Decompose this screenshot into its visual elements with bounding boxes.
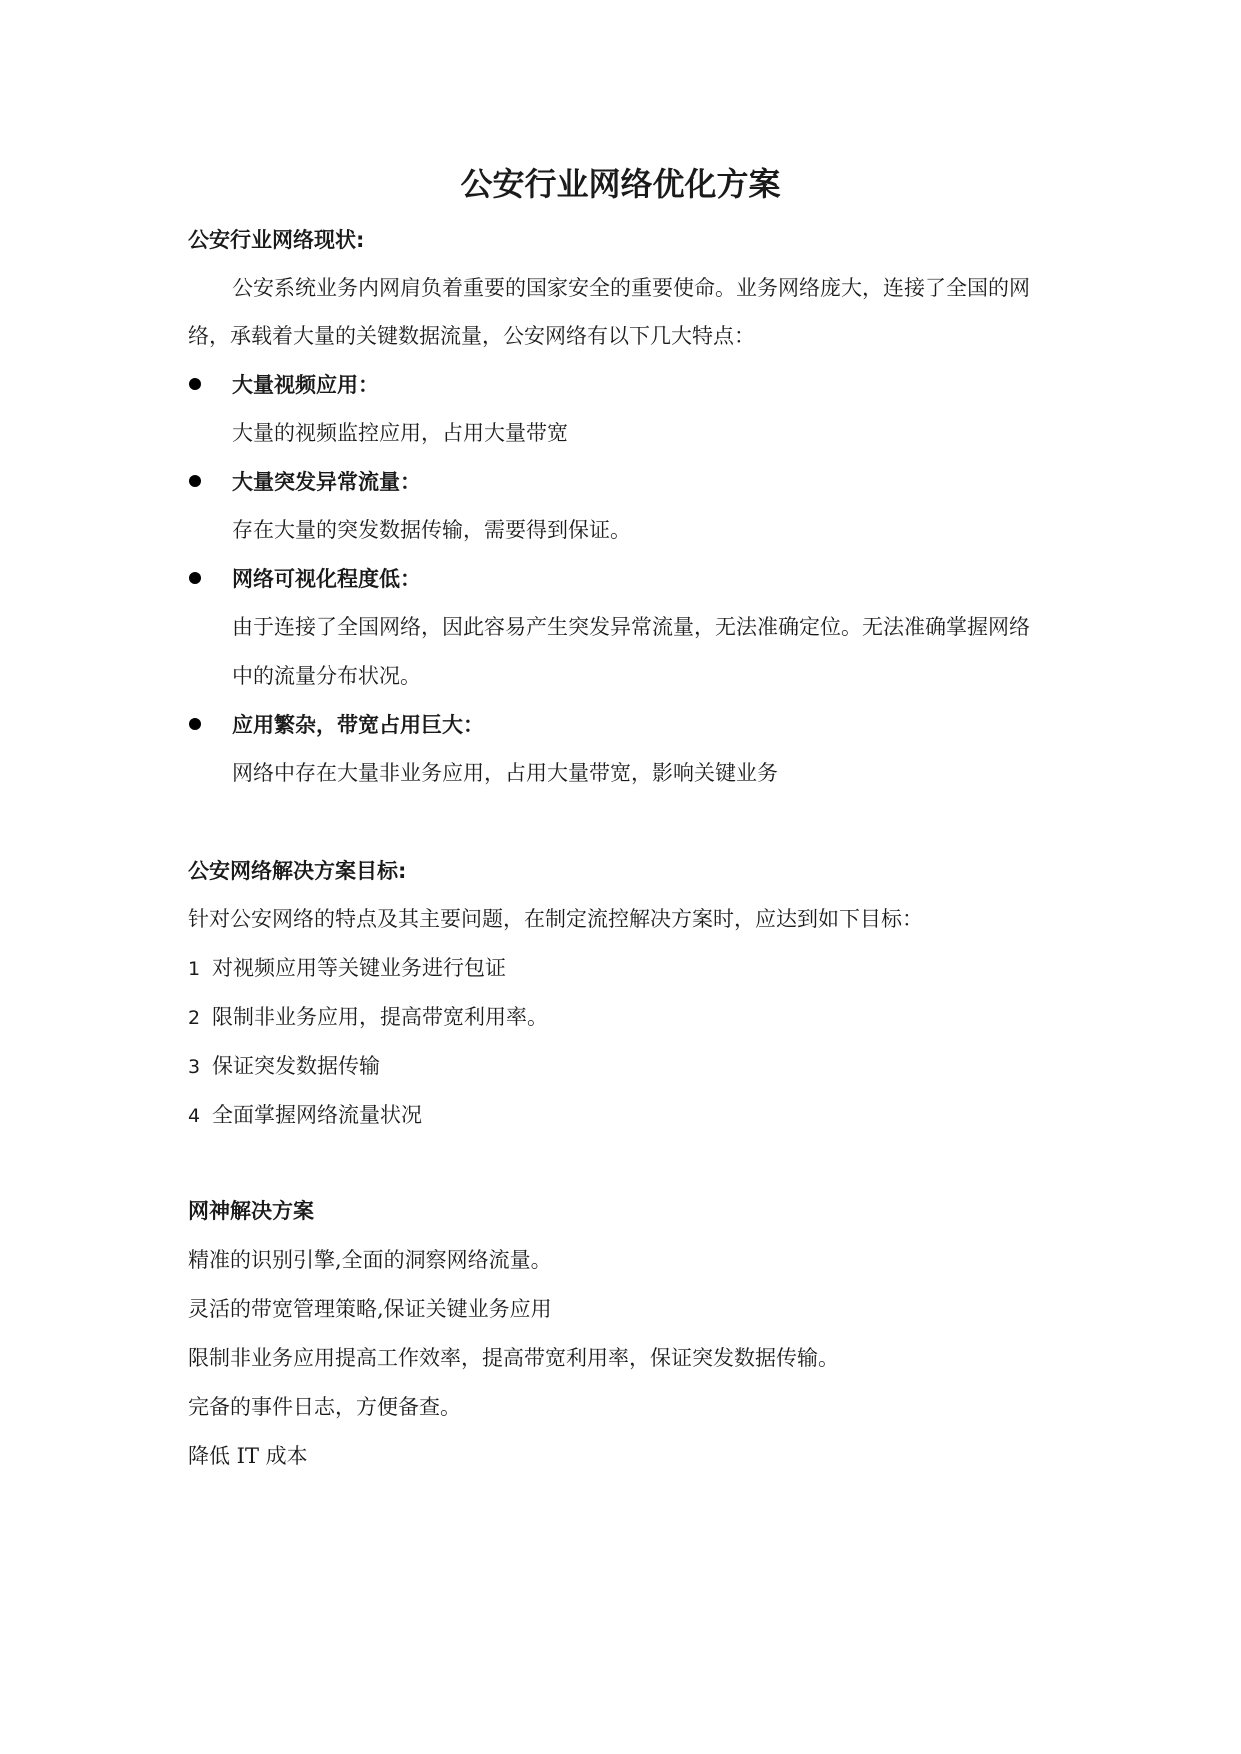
section1-intro-line1: 公安系统业务内网肩负着重要的国家安全的重要使命。业务网络庞大，连接了全国的网: [232, 276, 1030, 300]
section3-line: 灵活的带宽管理策略,保证关键业务应用: [188, 1297, 552, 1321]
list-item-text: 全面掌握网络流量状况: [212, 1103, 422, 1127]
bullet-dot-icon: [189, 718, 201, 730]
bullet-label: 网络可视化程度低：: [232, 567, 421, 591]
list-item-number: 2: [188, 1007, 201, 1029]
bullet-text: 大量的视频监控应用，占用大量带宽: [232, 421, 568, 445]
list-item: [188, 1003, 548, 1032]
list-item-text: 限制非业务应用，提高带宽利用率。: [212, 1005, 548, 1029]
section3-line: 限制非业务应用提高工作效率，提高带宽利用率，保证突发数据传输。: [188, 1346, 839, 1370]
section3-line: 降低 IT 成本: [188, 1444, 308, 1468]
bullet-label: 大量突发异常流量：: [232, 470, 421, 494]
section2-intro: 针对公安网络的特点及其主要问题，在制定流控解决方案时，应达到如下目标：: [188, 907, 923, 931]
list-item-text: 对视频应用等关键业务进行包证: [212, 956, 506, 980]
bullet-dot-icon: [189, 475, 201, 487]
list-item-number: 1: [188, 958, 201, 980]
bullet-label: 应用繁杂，带宽占用巨大：: [232, 713, 484, 737]
bullet-text: 网络中存在大量非业务应用，占用大量带宽，影响关键业务: [232, 761, 778, 785]
section3-line: 精准的识别引擎,全面的洞察网络流量。: [188, 1248, 552, 1272]
section3-heading: 网神解决方案: [188, 1199, 314, 1223]
bullet-label: 大量视频应用：: [232, 373, 379, 397]
list-item: [188, 1101, 422, 1130]
bullet-dot-icon: [189, 378, 201, 390]
document-title: 公安行业网络优化方案: [460, 165, 781, 203]
list-item-text: 保证突发数据传输: [212, 1054, 380, 1078]
bullet-text: 存在大量的突发数据传输，需要得到保证。: [232, 518, 631, 542]
list-item-number: 4: [188, 1105, 201, 1127]
list-item: [188, 1052, 380, 1081]
bullet-dot-icon: [189, 572, 201, 584]
list-item-number: 3: [188, 1056, 201, 1078]
bullet-text: 中的流量分布状况。: [232, 664, 421, 688]
section3-line: 完备的事件日志，方便备查。: [188, 1395, 461, 1419]
section1-intro-line2: 络，承载着大量的关键数据流量，公安网络有以下几大特点：: [188, 324, 755, 348]
list-item: [188, 954, 506, 983]
section1-heading: 公安行业网络现状:: [188, 228, 365, 252]
bullet-text: 由于连接了全国网络，因此容易产生突发异常流量，无法准确定位。无法准确掌握网络: [232, 615, 1030, 639]
section2-heading: 公安网络解决方案目标:: [188, 859, 407, 883]
